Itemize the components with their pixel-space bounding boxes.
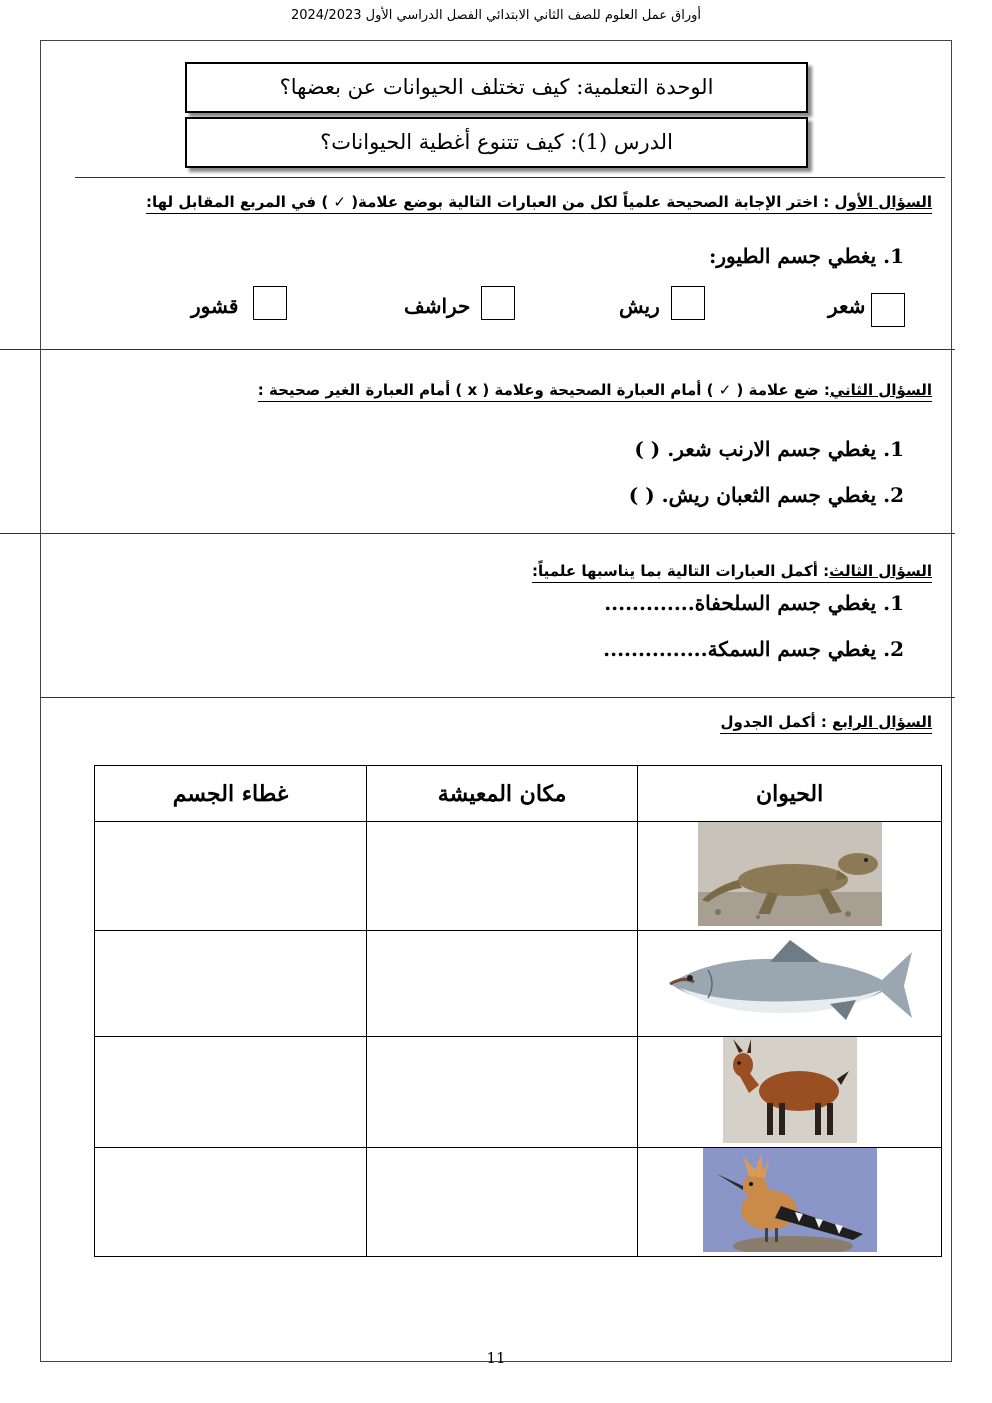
- question-2-item-1: 1. يغطي جسم الارنب شعر. ( ): [634, 437, 904, 461]
- body-covering-cell[interactable]: [95, 1148, 367, 1257]
- option-shells-checkbox[interactable]: [253, 286, 287, 320]
- question-4-instruction: : أكمل الجدول: [720, 713, 833, 731]
- table-row: [95, 1037, 942, 1148]
- table-row: [95, 1148, 942, 1257]
- question-1-instruction: : اختر الإجابة الصحيحة علمياً لكل من العبارات التالية بوضع علامة( ✓ ) في المربع المقابل لها:: [145, 193, 835, 211]
- habitat-cell[interactable]: [367, 1037, 638, 1148]
- option-hair-checkbox[interactable]: [871, 293, 905, 327]
- divider: [0, 349, 955, 350]
- divider: [75, 177, 945, 178]
- habitat-cell[interactable]: [367, 1148, 638, 1257]
- habitat-cell[interactable]: [367, 931, 638, 1037]
- goat-image: [723, 1037, 857, 1143]
- column-animal: الحيوان: [638, 766, 942, 822]
- option-hair-label: شعر: [828, 294, 866, 318]
- question-2-item-2: 2. يغطي جسم الثعبان ريش. ( ): [628, 483, 904, 507]
- question-4-lead: السؤال الرابع: [832, 713, 932, 731]
- table-header-row: [95, 766, 942, 822]
- page-number: 11: [486, 1349, 506, 1367]
- question-4-title: [720, 713, 932, 734]
- question-3-lead: السؤال الثالث: [829, 562, 932, 580]
- column-body-covering: غطاء الجسم: [95, 766, 367, 822]
- question-3-item-1: 1. يغطي جسم السلحفاة.............: [604, 591, 904, 615]
- option-shells-label: قشور: [191, 294, 239, 318]
- table-row: [95, 931, 942, 1037]
- divider: [40, 697, 955, 698]
- question-3-instruction: : أكمل العبارات التالية بما يناسبها علمياً:: [531, 562, 830, 580]
- animal-cell: [638, 931, 942, 1037]
- animal-cell: [638, 1037, 942, 1148]
- question-1-lead: السؤال الأول: [834, 193, 932, 211]
- column-habitat: مكان المعيشة: [367, 766, 638, 822]
- page-header: أوراق عمل العلوم للصف الثاني الابتدائي الفصل الدراسي الأول 2024/2023: [290, 8, 702, 23]
- body-covering-cell[interactable]: [95, 822, 367, 931]
- divider: [0, 533, 955, 534]
- habitat-cell[interactable]: [367, 822, 638, 931]
- animal-cell: [638, 1148, 942, 1257]
- body-covering-cell[interactable]: [95, 931, 367, 1037]
- question-2-instruction: : ضع علامة ( ✓ ) أمام العبارة الصحيحة وعلامة ( x ) أمام العبارة الغير صحيحة :: [257, 381, 830, 399]
- question-3-item-2: 2. يغطي جسم السمكة...............: [603, 637, 904, 661]
- option-scales-label: حراشف: [404, 294, 471, 318]
- question-3-title: [532, 562, 932, 583]
- lesson-title: الدرس (1): كيف تتنوع أغطية الحيوانات؟: [185, 117, 808, 168]
- question-2-lead: السؤال الثاني: [829, 381, 932, 399]
- option-feathers-checkbox[interactable]: [671, 286, 705, 320]
- table-row: [95, 822, 942, 931]
- hoopoe-image: [703, 1148, 877, 1252]
- animals-table: [94, 765, 942, 1257]
- fish-image: [660, 932, 920, 1032]
- unit-title: الوحدة التعلمية: كيف تختلف الحيوانات عن بعضها؟: [185, 62, 808, 113]
- question-2-title: [258, 381, 932, 402]
- question-1-title: [146, 193, 932, 214]
- option-feathers-label: ريش: [619, 294, 660, 318]
- option-scales-checkbox[interactable]: [481, 286, 515, 320]
- question-1-item: 1. يغطي جسم الطيور:: [708, 244, 904, 268]
- lizard-image: [698, 822, 882, 926]
- body-covering-cell[interactable]: [95, 1037, 367, 1148]
- animal-cell: [638, 822, 942, 931]
